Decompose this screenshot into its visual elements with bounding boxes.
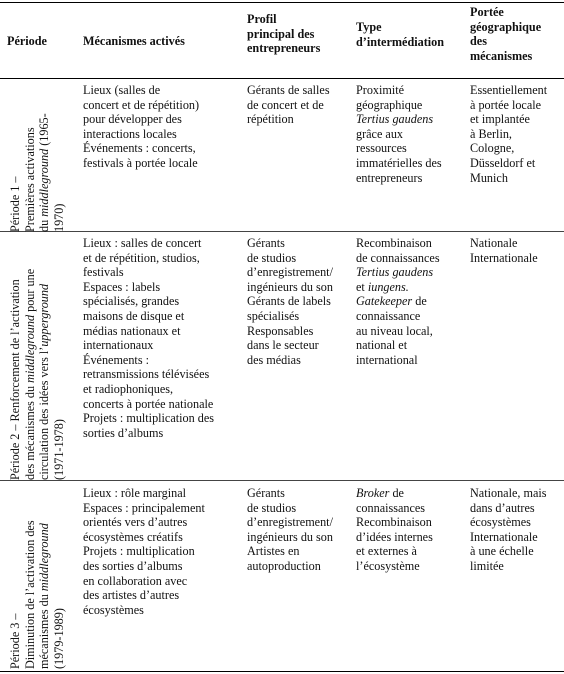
cell-line: Événements : concerts, [83, 141, 196, 156]
period-line [37, 269, 52, 480]
cell-line: de studios [247, 250, 297, 265]
row-1-period-label [8, 113, 66, 232]
header-period-text: Période [7, 34, 47, 48]
header-profile [247, 12, 362, 56]
period-line: Diminution de l’activation des [22, 520, 37, 669]
period-text: du [37, 216, 52, 232]
row-3-scope [470, 486, 564, 574]
cell-line: Nationale [470, 236, 518, 250]
cell-line: retransmissions télévisées [83, 367, 210, 382]
header-mechanisms-text: Mécanismes activés [83, 34, 185, 48]
header-intermediation-line: Type [356, 20, 382, 34]
cell-line: limitée [470, 558, 504, 573]
cell-line: l’écosystème [356, 558, 420, 573]
period-term: middleground [22, 314, 37, 383]
cell-line: Projets : multiplication des [83, 411, 215, 426]
cell-line: Tertius gaudens [356, 112, 434, 127]
cell-line: Gérants [247, 486, 285, 500]
cell-line: géographique [356, 97, 423, 112]
period-text: des mécanismes du [22, 382, 37, 480]
cell-line: Internationale [470, 250, 538, 265]
row-2-period-label [8, 269, 66, 480]
cell-line: des médias [247, 352, 301, 367]
header-mechanisms [83, 34, 185, 49]
cell-line: internationaux [83, 338, 154, 353]
cell-line: ressources [356, 141, 407, 156]
header-intermediation-line: d’intermédiation [356, 34, 445, 49]
cell-line: festivals à portée locale [83, 155, 198, 170]
cell-line: répétition [247, 112, 294, 127]
table-top-rule [0, 2, 564, 3]
cell-line: Espaces : principalement [83, 500, 205, 515]
cell-line: Gérants de salles [247, 83, 330, 97]
cell-line: Espaces : labels [83, 279, 161, 294]
period-line [37, 113, 52, 232]
cell-line: maisons de disque et [83, 308, 185, 323]
cell-line [356, 294, 468, 309]
cell-line: Tertius gaudens [356, 265, 434, 280]
cell-line: dans d’autres [470, 500, 535, 515]
period-text: circulation des idées vers l’ [37, 346, 52, 480]
period-line: (1979-1989) [51, 608, 66, 669]
cell-line: Lieux : salles de concert [83, 236, 202, 250]
cell-line: orientés vers d’autres [83, 515, 188, 530]
row-3-period-label [8, 520, 66, 669]
cell-line [356, 486, 468, 501]
cell-line: connaissances [356, 500, 426, 515]
header-scope-line: Portée [470, 5, 504, 19]
row-1-divider [0, 231, 564, 232]
row-3-intermediation [356, 486, 468, 574]
row-1-intermediation [356, 83, 468, 185]
cell-line: médias nationaux et [83, 323, 181, 338]
cell-line: à portée locale [470, 97, 542, 112]
table-bottom-rule [0, 671, 564, 672]
cell-text: de [389, 486, 404, 500]
cell-line: et externes à [356, 544, 417, 559]
cell-line: Munich [470, 170, 508, 185]
row-2-scope [470, 236, 564, 265]
cell-line: d’enregistrement/ [247, 515, 333, 530]
period-line: (1971-1978) [51, 419, 66, 480]
row-2-divider [0, 480, 564, 481]
cell-line: sorties d’albums [83, 425, 164, 440]
period-line: Période 2 – Renforcement de l’activation [8, 279, 22, 480]
cell-line: Gérants de labels [247, 294, 331, 309]
period-term: upperground [37, 283, 52, 347]
cell-line: Événements : [83, 352, 149, 367]
header-profile-line: Profil [247, 12, 277, 26]
header-profile-line: entrepreneurs [247, 41, 321, 56]
cell-line: immatérielles des [356, 155, 442, 170]
cell-line: ingénieurs du son [247, 529, 333, 544]
cell-term: Broker [356, 486, 390, 500]
cell-line: à Berlin, [470, 126, 512, 141]
row-1-mechanisms [83, 83, 243, 171]
row-3-profile [247, 486, 352, 574]
cell-line: à une échelle [470, 544, 534, 559]
cell-line: des artistes d’autres [83, 588, 180, 603]
period-line: Période 3 – [8, 613, 22, 669]
cell-line: écosystèmes [83, 602, 144, 617]
header-intermediation [356, 20, 471, 49]
cell-line: Essentiellement [470, 83, 548, 97]
header-scope-line: géographique [470, 19, 542, 34]
cell-line: Lieux : rôle marginal [83, 486, 186, 500]
cell-line: Nationale, mais [470, 486, 547, 500]
cell-line [356, 280, 468, 295]
period-line [23, 269, 38, 480]
cell-text: et [356, 279, 368, 294]
header-scope-line: des [470, 34, 487, 49]
cell-line: et de répétition, studios, [83, 250, 200, 265]
cell-line: interactions locales [83, 126, 177, 141]
cell-line: entrepreneurs [356, 170, 423, 185]
cell-line: spécialisés [247, 308, 300, 323]
cell-line: Recombinaison [356, 515, 432, 530]
period-line: Période 1 – [8, 176, 22, 232]
cell-line: Düsseldorf et [470, 155, 536, 170]
cell-line: au niveau local, [356, 323, 433, 338]
cell-line: Responsables [247, 323, 314, 338]
cell-line: grâce aux [356, 126, 404, 141]
header-scope [470, 5, 564, 63]
cell-term: iungens. [367, 279, 409, 294]
period-term: middleground [37, 523, 52, 592]
cell-line: écosystèmes créatifs [83, 529, 183, 544]
header-bottom-rule [0, 78, 564, 79]
header-profile-line: principal des [247, 26, 315, 41]
cell-line: national et [356, 338, 408, 353]
cell-line: écosystèmes [470, 515, 531, 530]
cell-line: Artistes en [247, 544, 300, 559]
cell-line: d’idées internes [356, 529, 433, 544]
cell-line: en collaboration avec [83, 573, 188, 588]
cell-line: concerts à portée nationale [83, 396, 214, 411]
period-line: Premières activations [22, 127, 37, 232]
cell-line: Recombinaison [356, 236, 432, 250]
cell-line: spécialisés, grandes [83, 294, 180, 309]
period-term: middleground [37, 148, 52, 217]
period-text: pour une [22, 268, 37, 315]
cell-line: Internationale [470, 529, 538, 544]
cell-line: et implantée [470, 112, 530, 127]
period-text: mécanismes du [37, 591, 52, 669]
cell-line: Cologne, [470, 141, 515, 156]
row-2-intermediation [356, 236, 468, 367]
cell-line: de connaissances [356, 250, 440, 265]
row-2-profile [247, 236, 352, 367]
cell-line: dans le secteur [247, 338, 319, 353]
row-1-profile [247, 83, 352, 127]
cell-line: connaissance [356, 308, 421, 323]
cell-line: festivals [83, 265, 124, 280]
cell-line: d’enregistrement/ [247, 265, 333, 280]
cell-text: de [412, 294, 427, 309]
cell-line: ingénieurs du son [247, 279, 333, 294]
period-line [37, 520, 52, 669]
cell-term: Gatekeeper [356, 294, 413, 309]
row-3-mechanisms [83, 486, 243, 617]
header-period [7, 34, 47, 49]
cell-line: Proximité [356, 83, 405, 97]
cell-line: de studios [247, 500, 297, 515]
row-1-scope [470, 83, 564, 185]
period-line: 1970) [51, 203, 66, 232]
cell-line: autoproduction [247, 558, 321, 573]
row-2-mechanisms [83, 236, 243, 440]
cell-line: Gérants [247, 236, 285, 250]
period-text: (1965- [37, 113, 52, 149]
cell-line: Lieux (salles de [83, 83, 161, 97]
cell-line: international [356, 352, 418, 367]
cell-line: de concert et de [247, 97, 324, 112]
header-scope-line: mécanismes [470, 48, 533, 63]
cell-line: des sorties d’albums [83, 558, 183, 573]
cell-line: concert et de répétition) [83, 97, 200, 112]
cell-line: Projets : multiplication [83, 544, 195, 559]
cell-line: et radiophoniques, [83, 381, 174, 396]
cell-line: pour développer des [83, 112, 182, 127]
